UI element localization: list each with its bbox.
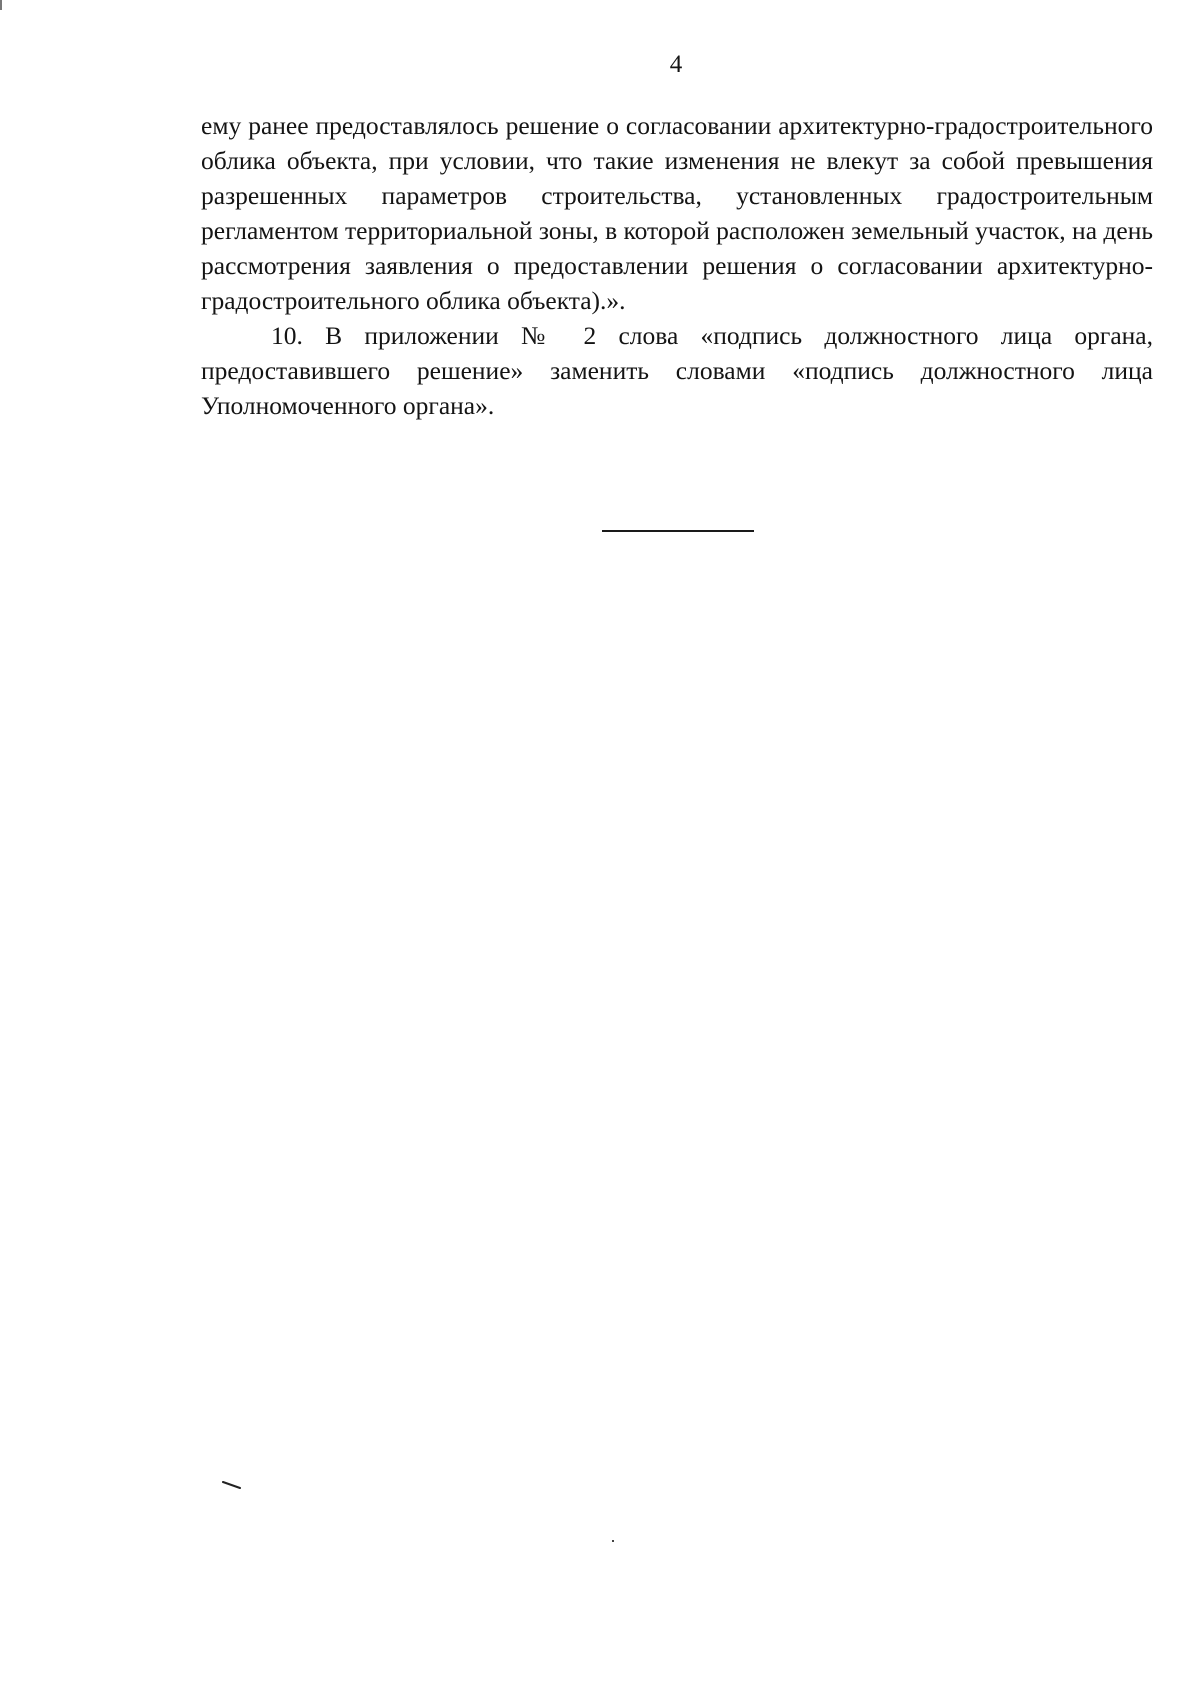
paragraph-continuation: ему ранее предоставлялось решение о согласовании архитектурно-градостроительного облика объекта, при условии, что такие изменения не влекут за собой превышения разрешенных параметров строительства, установленных градостроительным регламентом территориальной зоны, в которой расположен земельный участок, на день рассмотрения заявления о предоставлении решения о согласовании архитектурно-градостроительного облика объекта).». — [201, 111, 1153, 315]
document-body — [201, 108, 1153, 423]
scan-artifact-mark — [222, 1480, 242, 1490]
scan-edge-mark — [0, 0, 2, 10]
scan-artifact-dot — [612, 1540, 614, 1542]
end-of-text-rule — [602, 530, 754, 532]
page-number: 4 — [669, 51, 683, 78]
paragraph-10: 10. В приложении № 2 слова «подпись должностного лица органа, предоставившего решение» заменить словами «подпись должностного лица Уполномоченного органа». — [201, 321, 1153, 420]
